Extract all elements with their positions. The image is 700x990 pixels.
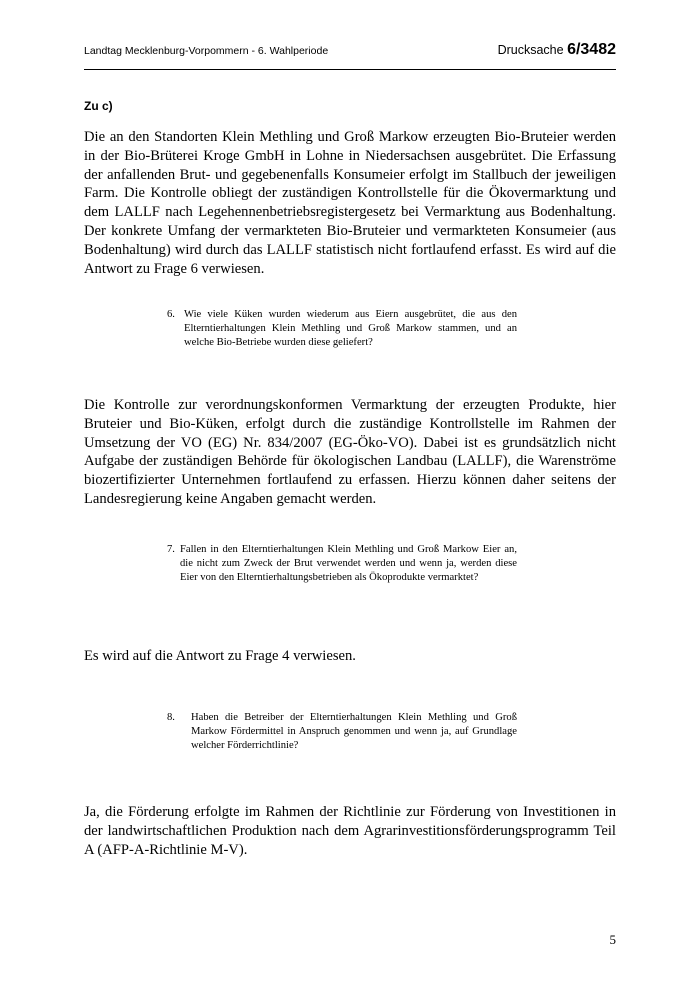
header-drucksache-label: Drucksache	[497, 43, 568, 57]
header-parliament-title: Landtag Mecklenburg-Vorpommern - 6. Wahlperiode	[84, 45, 329, 57]
question-7-text: Fallen in den Elterntierhaltungen Klein Methling und Groß Markow Eier an, die nicht zum Zweck der Brut verwendet werden und wenn ja, werden diese Eier von den Elterntierhaltungsbetrieben als Ökoprodukte vermarktet?	[180, 544, 517, 583]
question-8	[167, 711, 517, 752]
question-6-number: 6.	[167, 309, 175, 320]
question-8-number: 8.	[167, 712, 175, 723]
page-number: 5	[609, 932, 616, 947]
answer-paragraph-8: Ja, die Förderung erfolgte im Rahmen der Richtlinie zur Förderung von Investitionen in der landwirtschaftlichen Produktion nach dem Agrarinvestitionsförderungsprogramm Teil A (AFP-A-Richtlinie M-V).	[84, 804, 616, 858]
question-7	[167, 543, 517, 584]
answer-paragraph-c: Die an den Standorten Klein Methling und Groß Markow erzeugten Bio-Bruteier werden in der Bio-Brüterei Kroge GmbH in Lohne in Niedersachsen ausgebrütet. Die Erfassung der anfallenden Brut- und gegebenenfalls Konsumeier erfolgt im Stallbuch der jeweiligen Farm. Die Kontrolle obliegt der zuständigen Kontrollstelle für die Ökovermarktung und dem LALLF nach Legehennenbetriebsregistergesetz bei Vermarktung aus Bodenhaltung. Der konkrete Umfang der vermarkteten Bio-Bruteier und vermarkteten Konsumeier (aus Bodenhaltung) wird durch das LALLF statistisch nicht fortlaufend erfasst. Es wird auf die Antwort zu Frage 6 verwiesen.	[84, 129, 616, 277]
question-8-text: Haben die Betreiber der Elterntierhaltungen Klein Methling und Groß Markow Fördermittel in Anspruch genommen und wenn ja, auf Grundlage welcher Förderrichtlinie?	[191, 712, 517, 751]
answer-paragraph-7: Es wird auf die Antwort zu Frage 4 verwiesen.	[84, 648, 356, 664]
question-6	[167, 308, 517, 349]
header-document-number	[498, 41, 616, 59]
header-drucksache-number: 6/3482	[567, 41, 616, 58]
answer-paragraph-6: Die Kontrolle zur verordnungskonformen Vermarktung der erzeugten Produkte, hier Bruteier und Bio-Küken, erfolgt durch die zuständige Kontrollstelle im Rahmen der Umsetzung der VO (EG) Nr. 834/2007 (EG-Öko-VO). Dabei ist es grundsätzlich nicht Aufgabe der zuständigen Behörde für ökologischen Landbau (LALLF), die Warenströme biozertifizierter Unternehmen fortlaufend zu erfassen. Hierzu können daher seitens der Landesregierung keine Angaben gemacht werden.	[84, 397, 616, 507]
question-7-number: 7.	[167, 544, 175, 555]
question-6-text: Wie viele Küken wurden wiederum aus Eiern ausgebrütet, die aus den Elterntierhaltungen Klein Methling und Groß Markow stammen, und an welche Bio-Betriebe wurden diese geliefert?	[184, 309, 517, 348]
header-divider	[84, 69, 616, 70]
section-heading: Zu c)	[84, 99, 113, 113]
